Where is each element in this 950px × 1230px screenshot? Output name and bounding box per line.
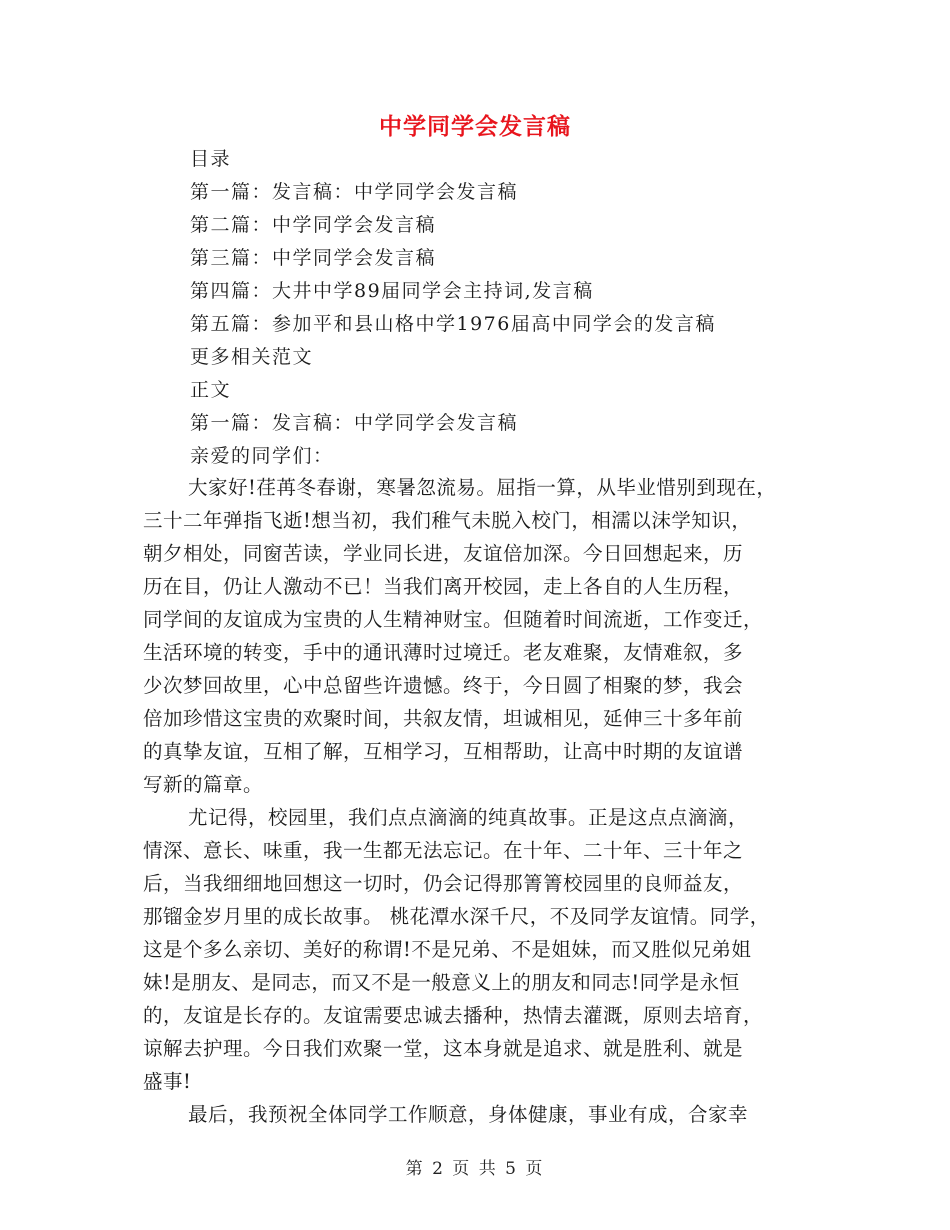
paragraph-line: 谅解去护理。今日我们欢聚一堂，这本身就是追求、就是胜利、就是 bbox=[143, 1037, 744, 1060]
paragraph-line: 盛事! bbox=[143, 1070, 192, 1093]
toc-item-3: 第三篇：中学同学会发言稿 bbox=[190, 247, 437, 269]
toc-item-5: 第五篇：参加平和县山格中学1976届高中同学会的发言稿 bbox=[190, 313, 716, 335]
toc-item-1: 第一篇：发言稿：中学同学会发言稿 bbox=[190, 181, 519, 203]
paragraph-line: 情深、意长、味重，我一生都无法忘记。在十年、二十年、三十年之 bbox=[143, 839, 744, 862]
paragraph-3 bbox=[143, 1098, 823, 1131]
paragraph-line: 生活环境的转变，手中的通讯薄时过境迁。老友难聚，友情难叙，多 bbox=[143, 641, 744, 664]
document-body bbox=[143, 471, 823, 1131]
table-of-contents bbox=[190, 143, 830, 473]
paragraph-line: 倍加珍惜这宝贵的欢聚时间，共叙友情，坦诚相见，延伸三十多年前 bbox=[143, 707, 744, 730]
paragraph-line: 那镏金岁月里的成长故事。 桃花潭水深千尺，不及同学友谊情。同学， bbox=[143, 905, 770, 928]
paragraph-line: 大家好!荏苒冬春谢，寒暑忽流易。屈指一算，从毕业惜别到现在， bbox=[188, 476, 777, 499]
toc-more-related: 更多相关范文 bbox=[190, 346, 314, 368]
paragraph-2 bbox=[143, 801, 823, 1098]
paragraph-line: 尤记得，校园里，我们点点滴滴的纯真故事。正是这点点滴滴， bbox=[188, 806, 749, 829]
paragraph-line: 这是个多么亲切、美好的称谓!不是兄弟、不是姐妹，而又胜似兄弟姐 bbox=[143, 938, 752, 961]
toc-item-2: 第二篇：中学同学会发言稿 bbox=[190, 214, 437, 236]
section-heading: 第一篇：发言稿：中学同学会发言稿 bbox=[190, 412, 519, 434]
paragraph-1 bbox=[143, 471, 823, 801]
toc-item-4: 第四篇：大井中学89届同学会主持词,发言稿 bbox=[190, 280, 594, 302]
paragraph-line: 朝夕相处，同窗苦读，学业同长进，友谊倍加深。今日回想起来，历 bbox=[143, 542, 744, 565]
body-heading: 正文 bbox=[190, 379, 232, 401]
toc-heading: 目录 bbox=[190, 148, 232, 170]
salutation: 亲爱的同学们： bbox=[190, 445, 334, 467]
paragraph-line: 三十二年弹指飞逝!想当初，我们稚气未脱入校门，相濡以沫学知识， bbox=[143, 509, 752, 532]
paragraph-line: 历在目，仍让人激动不已！当我们离开校园，走上各自的人生历程， bbox=[143, 575, 744, 598]
document-title: 中学同学会发言稿 bbox=[379, 113, 571, 140]
paragraph-line: 的真挚友谊，互相了解，互相学习，互相帮助，让高中时期的友谊谱 bbox=[143, 740, 744, 763]
paragraph-line: 后，当我细细地回想这一切时，仍会记得那箐箐校园里的良师益友， bbox=[143, 872, 744, 895]
paragraph-line: 妹!是朋友、是同志，而又不是一般意义上的朋友和同志!同学是永恒 bbox=[143, 971, 740, 994]
page-number-footer: 第 2 页 共 5 页 bbox=[405, 1159, 545, 1179]
paragraph-line: 的，友谊是长存的。友谊需要忠诚去播种，热情去灌溉，原则去培育， bbox=[143, 1004, 764, 1027]
paragraph-line: 最后，我预祝全体同学工作顺意，身体健康，事业有成，合家幸 bbox=[188, 1103, 749, 1126]
paragraph-line: 写新的篇章。 bbox=[143, 773, 264, 796]
paragraph-line: 少次梦回故里，心中总留些许遗憾。终于，今日圆了相聚的梦，我会 bbox=[143, 674, 744, 697]
paragraph-line: 同学间的友谊成为宝贵的人生精神财宝。但随着时间流逝，工作变迁， bbox=[143, 608, 764, 631]
